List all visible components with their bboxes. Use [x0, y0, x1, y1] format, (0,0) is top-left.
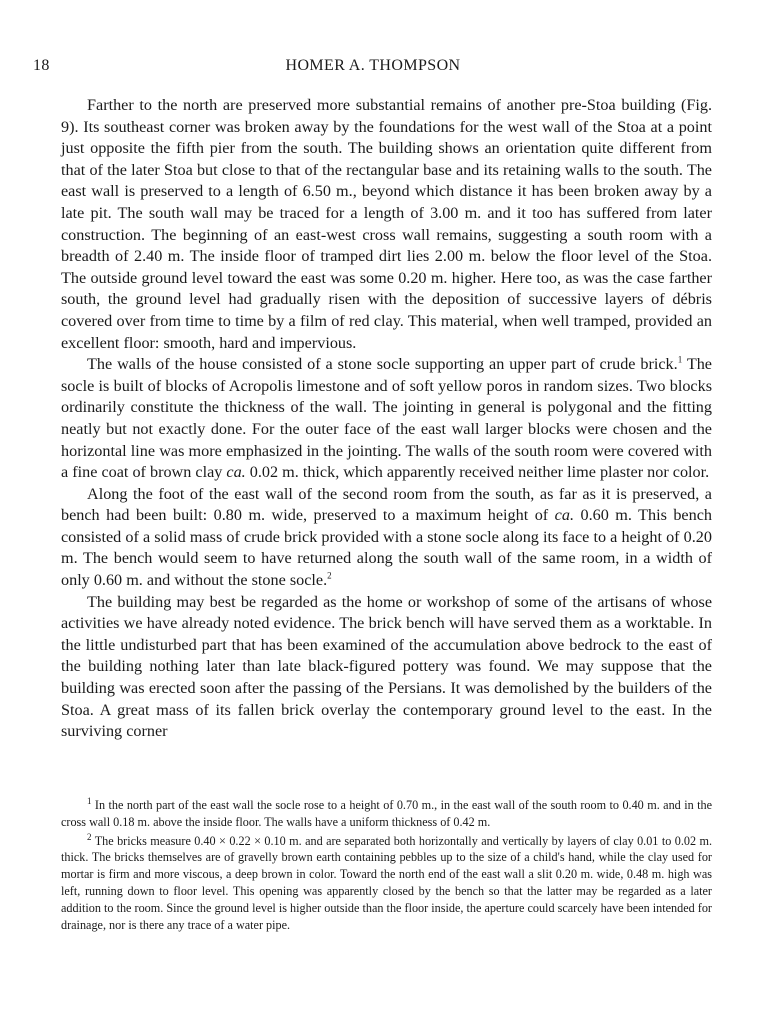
- paragraph-2-text-b: The socle is built of blocks of Acropolis limestone and of soft yellow poros in random sizes. Two blocks ordinarily constitute the thickness of the wall. The jointing in general is polygonal and the fitting neatly but not exactly done. For the outer face of the east wall larger blocks were chosen and the horizontal line was more emphasized in the jointing. The walls of the south room were covered with a fine coat of brown clay: [61, 355, 712, 482]
- footnote-1-marker: 1: [87, 795, 92, 806]
- running-title: HOMER A. THOMPSON: [285, 57, 461, 74]
- footnote-ref-1: 1: [677, 354, 683, 365]
- page-number: 18: [33, 57, 50, 74]
- paragraph-1-text: Farther to the north are preserved more substantial remains of another pre-Stoa building (Fig. 9). Its southeast corner was broken away by the foundations for the west wall of the Stoa at a point just opposite the fifth pier from the south. The building shows an orientation quite different from that of the later Stoa but close to that of the rectangular base and its retaining walls to the south. The east wall is preserved to a length of 6.50 m., beyond which distance it has been broken away by a late pit. The south wall may be traced for a length of 3.00 m. and it too has suffered from later construction. The beginning of an east-west cross wall remains, suggesting a south room with a breadth of 2.40 m. The inside floor of tramped dirt lies 2.00 m. below the floor level of the Stoa. The outside ground level toward the east was some 0.20 m. higher. Here too, as was the case farther south, the ground level had gradually risen with the deposition of successive layers of débris covered over from time to time by a film of red clay. This material, when well tramped, provided an excellent floor: smooth, hard and impervious.: [61, 96, 712, 352]
- paragraph-3-text-b: 0.60 m. This bench consisted of a solid mass of crude brick provided with a stone socle along its face to a height of 0.20 m. The bench would seem to have returned along the south wall of the same room, in a width of only 0.60 m. and without the stone socle.: [61, 506, 712, 590]
- paragraph-2-text-c: 0.02 m. thick, which apparently received neither lime plaster nor color.: [245, 463, 710, 482]
- paragraph-1: [61, 95, 712, 354]
- paragraph-2: [61, 354, 712, 484]
- footnote-1-text: In the north part of the east wall the socle rose to a height of 0.70 m., in the east wall of the south room to 0.40 m. and in the cross wall 0.18 m. above the inside floor. The walls have a uniform thickness of 0.42 m.: [61, 798, 712, 829]
- paragraph-4-text: The building may best be regarded as the home or workshop of some of the artisans of whose activities we have already noted evidence. The brick bench will have served them as a worktable. In the little undisturbed part that has been examined of the accumulation above bedrock to the east of the building nothing later than late black-figured pottery was found. We may suppose that the building was erected soon after the passing of the Persians. It was demolished by the builders of the Stoa. A great mass of its fallen brick overlay the contemporary ground level to the east. In the surviving corner: [61, 592, 712, 741]
- footnote-2-text: The bricks measure 0.40 × 0.22 × 0.10 m. and are separated both horizontally and vertically by layers of clay 0.01 to 0.02 m. thick. The bricks themselves are of gravelly brown earth containing pebbles up to the size of a child's hand, while the clay used for mortar is firm and more viscous, a deep brown in color. Toward the north end of the east wall a slit 0.20 m. wide, 0.48 m. high was left, running down to floor level. This opening was apparently closed by the bench so that the latter may be regarded as a later addition to the room. Since the ground level is higher outside than the floor inside, the aperture could scarcely have been intended for drainage, nor is there any trace of a water pipe.: [61, 833, 712, 932]
- footnote-2: [61, 833, 712, 934]
- footnote-2-marker: 2: [87, 831, 92, 842]
- paragraph-2-text-a: The walls of the house consisted of a stone socle supporting an upper part of crude brick.: [87, 355, 678, 374]
- body-text: [61, 95, 712, 743]
- paragraph-3: [61, 484, 712, 592]
- paragraph-4: [61, 592, 712, 743]
- paragraph-3-circa: ca.: [554, 506, 574, 525]
- paragraph-3-text-a: Along the foot of the east wall of the second room from the south, as far as it is preserved, a bench had been built: 0.80 m. wide, preserved to a maximum height of: [61, 484, 712, 525]
- footnotes: [61, 797, 712, 935]
- running-head: [33, 57, 713, 77]
- footnote-1: [61, 797, 712, 831]
- footnote-ref-2: 2: [327, 570, 332, 581]
- paragraph-2-circa: ca.: [226, 463, 246, 482]
